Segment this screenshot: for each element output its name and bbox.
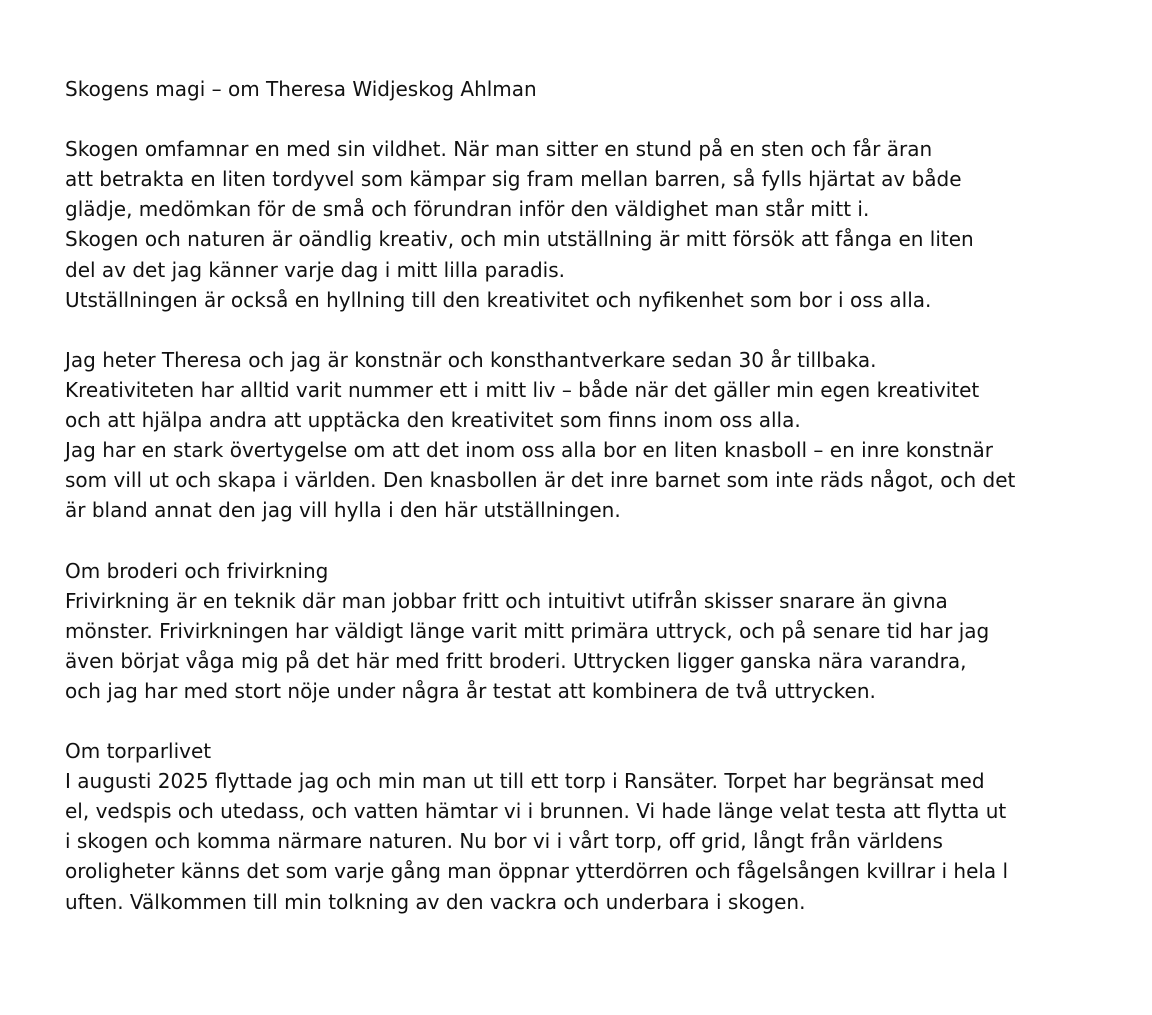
intro-line: Utställningen är också en hyllning till den kreativitet och nyfikenhet som bor i oss alla. [65,287,932,312]
torp-line: oroligheter känns det som varje gång man öppnar ytterdörren och fågelsången kvillrar i hela l [65,859,1009,884]
intro-line: del av det jag känner varje dag i mitt lilla paradis. [65,257,565,282]
embroidery-line: och jag har med stort nöje under några år testat att kombinera de två uttrycken. [65,678,876,703]
embroidery-line: även börjat våga mig på det här med fritt broderi. Uttrycken ligger ganska nära varandra, [65,648,967,673]
intro-line: Skogen omfamnar en med sin vildhet. När man sitter en stund på en sten och får äran [65,137,933,162]
intro-line: glädje, medömkan för de små och förundran inför den väldighet man står mitt i. [65,197,870,222]
document-title: Skogens magi – om Theresa Widjeskog Ahlman [65,77,537,101]
torp-line: i skogen och komma närmare naturen. Nu bor vi i vårt torp, off grid, långt från världens [65,829,943,854]
paragraph-gap [65,525,1145,555]
torp-heading: Om torparlivet [65,739,212,764]
about-line: Jag heter Theresa och jag är konstnär och konsthantverkare sedan 30 år tillbaka. [65,347,877,372]
paragraph-gap [65,706,1145,736]
embroidery-line: mönster. Frivirkningen har väldigt länge varit mitt primära uttryck, och på senare tid har jag [65,618,990,643]
torp-line: I augusti 2025 flyttade jag och min man ut till ett torp i Ransäter. Torpet har begränsat med [65,769,985,794]
about-line: som vill ut och skapa i världen. Den knasbollen är det inre barnet som inte räds något, och det [65,468,1016,493]
paragraph-gap [65,315,1145,345]
torp-line: el, vedspis och utedass, och vatten hämtar vi i brunnen. Vi hade länge velat testa att flytta ut [65,799,1007,824]
document-page [65,74,1145,917]
about-line: Jag har en stark övertygelse om att det inom oss alla bor en liten knasboll – en inre konstnär [65,438,993,463]
embroidery-line: Frivirkning är en teknik där man jobbar fritt och intuitivt utifrån skisser snarare än givna [65,588,948,613]
about-line: och att hjälpa andra att upptäcka den kreativitet som finns inom oss alla. [65,408,801,433]
intro-line: Skogen och naturen är oändlig kreativ, och min utställning är mitt försök att fånga en liten [65,227,974,252]
intro-line: att betrakta en liten tordyvel som kämpar sig fram mellan barren, så fylls hjärtat av både [65,167,962,192]
paragraph-gap [65,104,1145,134]
about-line: Kreativiteten har alltid varit nummer ett i mitt liv – både när det gäller min egen kreativitet [65,377,980,402]
about-line: är bland annat den jag vill hylla i den här utställningen. [65,498,621,523]
torp-line: uften. Välkommen till min tolkning av den vackra och underbara i skogen. [65,889,806,914]
embroidery-heading: Om broderi och frivirkning [65,558,329,583]
